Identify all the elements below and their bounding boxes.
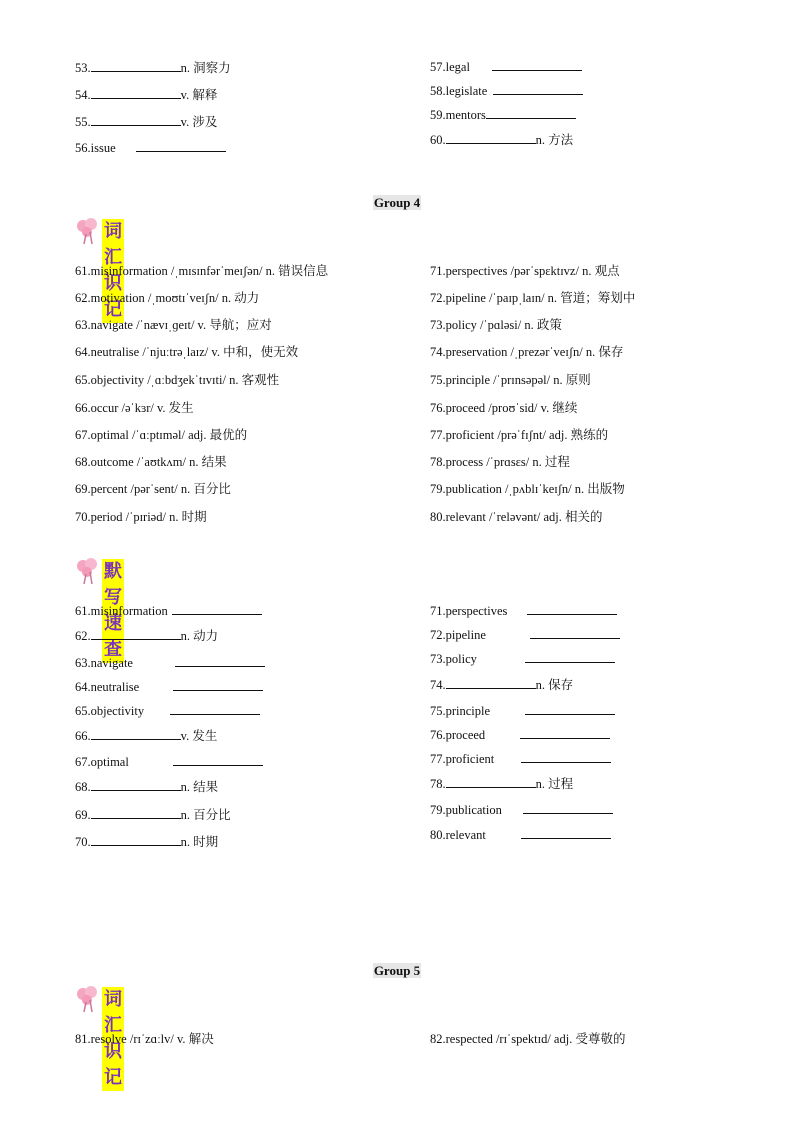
dictation-item: 74. n. 保存 [430, 677, 574, 692]
group-4-title: Group 4 [373, 195, 421, 210]
item-57: 57.legal [430, 58, 582, 75]
dictation-item: 69. n. 百分比 [75, 807, 231, 822]
answer-blank[interactable] [91, 778, 181, 791]
vocab-item: 69.percent /pərˈsent/ n. 百分比 [75, 481, 231, 496]
dictation-item: 62. n. 动力 [75, 628, 219, 643]
answer-blank[interactable] [170, 702, 260, 715]
answer-blank[interactable] [492, 58, 582, 71]
dictation-item: 67.optimal [75, 753, 263, 770]
vocab-item: 72.pipeline /ˈpaɪpˌlaɪn/ n. 管道；筹划中 [430, 290, 636, 305]
item-59: 59.mentors [430, 106, 576, 123]
flower-icon [74, 556, 104, 586]
dictation-item: 76.proceed [430, 726, 610, 743]
answer-blank[interactable] [173, 753, 263, 766]
answer-blank[interactable] [91, 113, 181, 126]
answer-blank[interactable] [136, 139, 226, 152]
vocab-item: 79.publication /ˌpʌblɪˈkeɪʃn/ n. 出版物 [430, 481, 625, 496]
answer-blank[interactable] [172, 602, 262, 615]
answer-blank[interactable] [91, 833, 181, 846]
dictation-item: 77.proficient [430, 750, 611, 767]
answer-blank[interactable] [91, 59, 181, 72]
item-55: 55. v. 涉及 [75, 114, 218, 129]
dictation-item: 73.policy [430, 650, 615, 667]
answer-blank[interactable] [173, 678, 263, 691]
vocab-item: 76.proceed /proʊˈsid/ v. 继续 [430, 400, 578, 415]
vocab-item: 78.process /ˈprɑsɛs/ n. 过程 [430, 454, 570, 469]
vocab-item: 64.neutralise /ˈnjuːtrəˌlaɪz/ v. 中和，使无效 [75, 344, 299, 359]
dictation-item: 64.neutralise [75, 678, 263, 695]
answer-blank[interactable] [446, 775, 536, 788]
vocab-item: 71.perspectives /pərˈspɛktɪvz/ n. 观点 [430, 263, 620, 278]
item-53: 53. n. 洞察力 [75, 60, 231, 75]
vocab-item: 73.policy /ˈpɑləsi/ n. 政策 [430, 317, 562, 332]
answer-blank[interactable] [91, 806, 181, 819]
dictation-item: 68. n. 结果 [75, 779, 219, 794]
dictation-item: 70. n. 时期 [75, 834, 219, 849]
dictation-item: 61.misinformation [75, 602, 262, 619]
group-5-title: Group 5 [373, 963, 421, 978]
dictation-item: 65.objectivity [75, 702, 260, 719]
vocab-item: 70.period /ˈpɪriəd/ n. 时期 [75, 509, 207, 524]
answer-blank[interactable] [521, 826, 611, 839]
answer-blank[interactable] [527, 602, 617, 615]
answer-blank[interactable] [520, 726, 610, 739]
answer-blank[interactable] [521, 750, 611, 763]
vocab-item: 63.navigate /ˈnævɪˌɡeɪt/ v. 导航；应对 [75, 317, 272, 332]
vocab-item: 65.objectivity /ˌɑːbdʒekˈtɪvɪti/ n. 客观性 [75, 372, 280, 387]
answer-blank[interactable] [91, 86, 181, 99]
answer-blank[interactable] [446, 676, 536, 689]
dictation-item: 80.relevant [430, 826, 611, 843]
vocab-item: 74.preservation /ˌprezərˈveɪʃn/ n. 保存 [430, 344, 624, 359]
answer-blank[interactable] [91, 627, 181, 640]
item-54: 54. v. 解释 [75, 87, 218, 102]
item-60: 60. n. 方法 [430, 132, 574, 147]
dictation-item: 78. n. 过程 [430, 776, 574, 791]
vocab-item: 80.relevant /ˈreləvənt/ adj. 相关的 [430, 509, 603, 524]
dictation-item: 75.principle [430, 702, 615, 719]
flower-icon [74, 984, 104, 1014]
answer-blank[interactable] [91, 727, 181, 740]
item-58: 58.legislate [430, 82, 583, 99]
vocab-item: 77.proficient /prəˈfɪʃnt/ adj. 熟练的 [430, 427, 609, 442]
answer-blank[interactable] [525, 650, 615, 663]
dictation-item: 63.navigate [75, 654, 265, 671]
answer-blank[interactable] [530, 626, 620, 639]
vocab-item: 67.optimal /ˈɑːptɪməl/ adj. 最优的 [75, 427, 248, 442]
vocab-item: 68.outcome /ˈaʊtkʌm/ n. 结果 [75, 454, 227, 469]
dictation-item: 72.pipeline [430, 626, 620, 643]
dictation-item: 79.publication [430, 801, 613, 818]
item-56: 56.issue [75, 139, 226, 156]
answer-blank[interactable] [486, 106, 576, 119]
answer-blank[interactable] [446, 131, 536, 144]
answer-blank[interactable] [493, 82, 583, 95]
answer-blank[interactable] [523, 801, 613, 814]
flower-icon [74, 216, 104, 246]
answer-blank[interactable] [175, 654, 265, 667]
vocab-item: 81.resolve /rɪˈzɑːlv/ v. 解决 [75, 1031, 214, 1046]
dictation-item: 66. v. 发生 [75, 728, 218, 743]
vocab-item: 75.principle /ˈprɪnsəpəl/ n. 原则 [430, 372, 591, 387]
vocab-item: 82.respected /rɪˈspektɪd/ adj. 受尊敬的 [430, 1031, 626, 1046]
vocab-item: 66.occur /əˈkɜr/ v. 发生 [75, 400, 194, 415]
vocab-item: 61.misinformation /ˌmɪsɪnfərˈmeɪʃən/ n. 错误信息 [75, 263, 329, 278]
vocab-item: 62.motivation /ˌmoʊtɪˈveɪʃn/ n. 动力 [75, 290, 260, 305]
answer-blank[interactable] [525, 702, 615, 715]
dictation-item: 71.perspectives [430, 602, 617, 619]
